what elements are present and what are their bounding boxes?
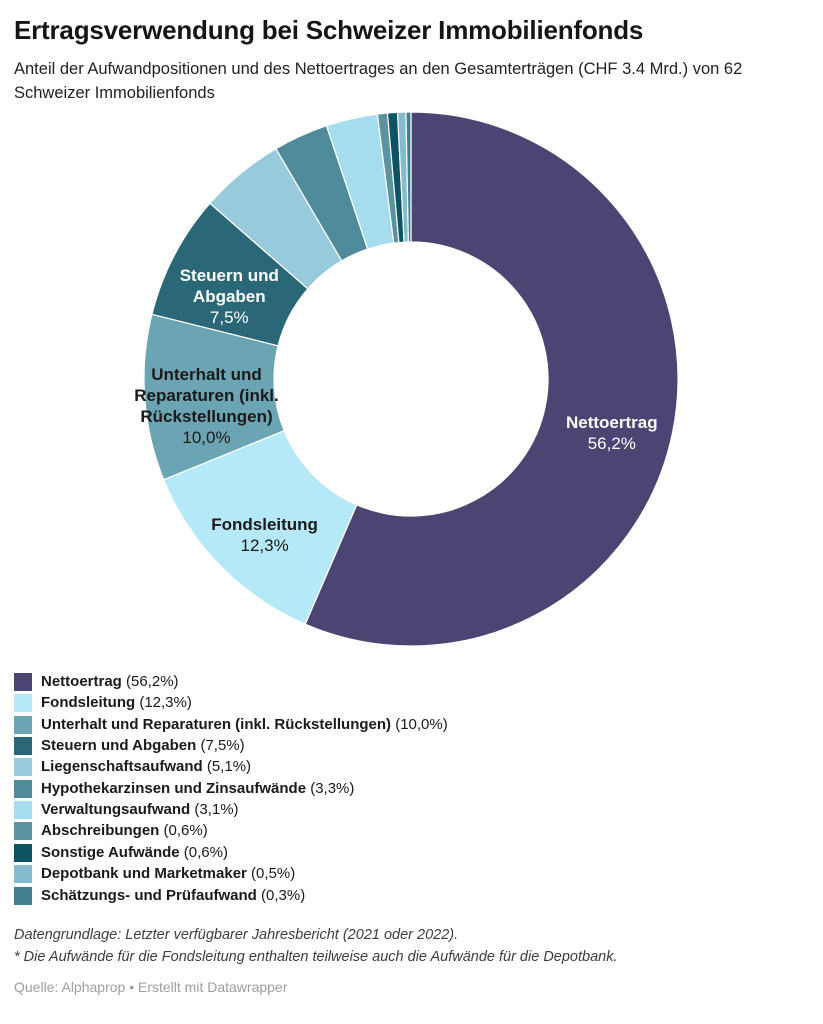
- separator-dot: •: [129, 978, 135, 995]
- legend-swatch-unterhalt-und-reparaturen: [14, 716, 32, 734]
- legend-item-sonstige-aufwaende: [14, 844, 809, 862]
- legend-swatch-nettoertrag: [14, 673, 32, 691]
- slice-label-nettoertrag: Nettoertrag 56,2%: [565, 412, 658, 453]
- legend-label-sonstige-aufwaende: Sonstige Aufwände (0,6%): [41, 843, 228, 861]
- legend-label-verwaltungsaufwand: Verwaltungsaufwand (3,1%): [41, 801, 239, 819]
- asterisk-note: * Die Aufwände für die Fondsleitung enthalten teilweise auch die Aufwände für die Depotbank.: [14, 948, 618, 965]
- legend-swatch-verwaltungsaufwand: [14, 801, 32, 819]
- legend-item-nettoertrag: [14, 673, 809, 691]
- legend-item-unterhalt-und-reparaturen: [14, 716, 809, 734]
- legend-item-liegenschaftsaufwand: [14, 758, 809, 776]
- legend-swatch-steuern-und-abgaben: [14, 737, 32, 755]
- chart-subtitle: Anteil der Aufwandpositionen und des Nettoertrages an den Gesamterträgen (CHF 3.4 Mrd.) von 62 Schweizer Immobilienfonds: [14, 59, 743, 102]
- legend-label-liegenschaftsaufwand: Liegenschaftsaufwand (5,1%): [41, 758, 252, 776]
- legend-label-depotbank-und-marketmaker: Depotbank und Marketmaker (0,5%): [41, 865, 296, 883]
- legend-item-schaetzungs-und-pruefaufwand: [14, 887, 809, 905]
- legend-item-fondsleitung: [14, 694, 809, 712]
- legend-swatch-liegenschaftsaufwand: [14, 758, 32, 776]
- legend-item-hypothekarzinsen-und-zinsaufwaende: [14, 780, 809, 798]
- donut-chart: [0, 108, 823, 656]
- chart-title: Ertragsverwendung bei Schweizer Immobilienfonds: [14, 15, 644, 45]
- datawrapper-credit: Erstellt mit Datawrapper: [138, 978, 288, 995]
- legend-label-fondsleitung: Fondsleitung (12,3%): [41, 694, 192, 712]
- legend-item-steuern-und-abgaben: [14, 737, 809, 755]
- source-label: Quelle:: [14, 978, 59, 995]
- legend-label-schaetzungs-und-pruefaufwand: Schätzungs- und Prüfaufwand (0,3%): [41, 886, 306, 904]
- slice-label-fondsleitung: Fondsleitung 12,3%: [211, 514, 318, 555]
- slice-label-steuern-und-abgaben: Steuern und Abgaben 7,5%: [179, 265, 279, 327]
- slice-label-unterhalt-und-reparaturen: Unterhalt und Reparaturen (inkl. Rückstellungen) 10,0%: [134, 364, 279, 447]
- donut-chart-area: [0, 108, 823, 656]
- legend-swatch-depotbank-und-marketmaker: [14, 865, 32, 883]
- legend-item-depotbank-und-marketmaker: [14, 865, 809, 883]
- legend-item-verwaltungsaufwand: [14, 801, 809, 819]
- legend-swatch-hypothekarzinsen-und-zinsaufwaende: [14, 780, 32, 798]
- legend-label-nettoertrag: Nettoertrag (56,2%): [41, 672, 179, 690]
- legend-swatch-abschreibungen: [14, 822, 32, 840]
- legend-swatch-sonstige-aufwaende: [14, 844, 32, 862]
- legend-label-hypothekarzinsen-und-zinsaufwaende: Hypothekarzinsen und Zinsaufwände (3,3%): [41, 779, 355, 797]
- legend-swatch-fondsleitung: [14, 694, 32, 712]
- source-name: Alphaprop: [61, 978, 126, 995]
- legend: [14, 673, 809, 905]
- legend-label-unterhalt-und-reparaturen: Unterhalt und Reparaturen (inkl. Rückstellungen) (10,0%): [41, 715, 448, 733]
- legend-item-abschreibungen: [14, 822, 809, 840]
- source-line: [14, 978, 809, 996]
- legend-label-abschreibungen: Abschreibungen (0,6%): [41, 822, 208, 840]
- legend-swatch-schaetzungs-und-pruefaufwand: [14, 887, 32, 905]
- footnotes: [14, 925, 809, 968]
- data-basis-note: Datengrundlage: Letzter verfügbarer Jahresbericht (2021 oder 2022).: [14, 926, 459, 943]
- legend-label-steuern-und-abgaben: Steuern und Abgaben (7,5%): [41, 736, 245, 754]
